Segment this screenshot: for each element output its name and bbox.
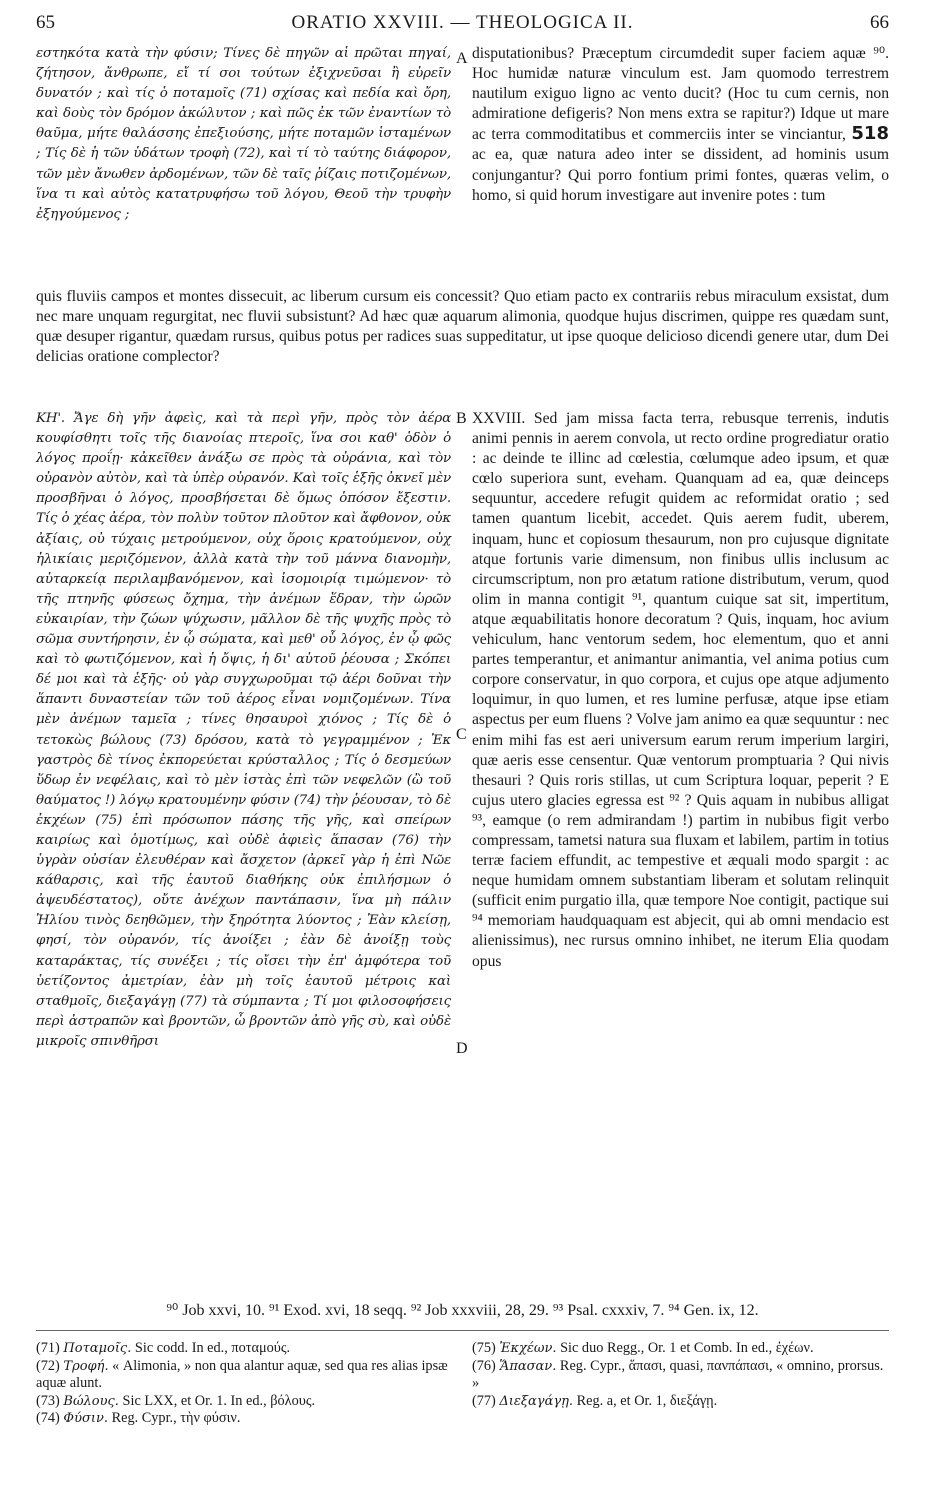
- footnote-rule: [36, 1330, 889, 1331]
- margin-marker-d: D: [456, 1040, 468, 1057]
- footnote: (71) Ποταμοῖς. Sic codd. In ed., ποταμούς.: [36, 1340, 291, 1356]
- full-width-latin: quis fluviis campos et montes dissecuit, ac liberum cursum eis concessit? Quo etiam pacto ex contrariis rebus miraculum exsistat, dum nec mare unquam regurgitat, nec fluvii subsistunt? Ad hæc quæ aquarum alimonia, quodque hujus discrimen, quippe res quædam sunt, quæ desuper rigantur, quædam rursus, quibus potus per radices suas suppeditatur, ut ipse quoque delicioso dicendi genere utar, dum Dei delicias oratione complector?: [36, 288, 889, 365]
- footnotes-right: [472, 1340, 889, 1410]
- latin-column-2: [472, 409, 889, 972]
- footnote: (76) Ἅπασαν. Reg. Cypr., ἅπασι, quasi, πανπάπασι, « omnino, prorsus. »: [472, 1357, 884, 1391]
- margin-marker-c: C: [456, 726, 467, 743]
- margin-marker-a: A: [456, 50, 468, 67]
- latin-text-1-before: disputationibus? Præceptum circumdedit super faciem aquæ ⁹⁰. Hoc humidæ naturæ vinculum est. Jam quomodo terrestrem nautilum exiguo ligno ac vento ducit? (Hoc tu cum cernis, non admiratione defigeris? Non mens extra se rapitur?) Idque ut mare ac terra commoditatibus et commerciis inter se vinciantur,: [472, 45, 889, 144]
- footnotes-left: [36, 1340, 456, 1428]
- footnote: (74) Φύσιν. Reg. Cypr., τὴν φύσιν.: [36, 1410, 241, 1426]
- greek-column-2: [36, 409, 451, 1052]
- margin-marker-b: B: [456, 410, 467, 427]
- footnote: (73) Βώλους. Sic LXX, et Or. 1. In ed., βόλους.: [36, 1392, 316, 1409]
- scripture-references: ⁹⁰ Job xxvi, 10. ⁹¹ Exod. xvi, 18 seqq. ⁹² Job xxxviii, 28, 29. ⁹³ Psal. cxxxiv, 7. ⁹⁴ Gen. ix, 12.: [166, 1302, 759, 1319]
- header-left-column-number: 65: [36, 12, 55, 33]
- greek-text-2: ΚΗ'. Ἄγε δὴ γῆν ἀφεὶς, καὶ τὰ περὶ γῆν, πρὸς τὸν ἀέρα κουφίσθητι τοῖς τῆς διανοίας πτεροῖς, ἵνα σοι καθ' ὁδὸν ὁ λόγος προΐῃ· κἀκεῖθεν ἀνάξω σε πρὸς τὰ οὐράνια, καὶ τὸν οὐρανὸν αὐτὸν, καὶ τὰ ὑπὲρ οὐρανόν. Καὶ τοῖς ἑξῆς ὀκνεῖ μὲν προσβῆναι ὁ λόγος, προσβήσεται δὲ ὅμως ὁπόσον ἔξεστιν. Τίς ὁ χέας ἀέρα, τὸν πολὺν τοῦτον πλοῦτον καὶ ἄφθονον, οὐκ ἀξίαις, οὐ τύχαις μετρούμενον, οὐχ ὅροις κρατούμενον, οὐχ ἡλικίαις μεριζόμενον, ἀλλὰ κατὰ τὴν τοῦ μάννα διανομὴν, αὐταρκείᾳ περιλαμβανόμενον, καὶ ἰσομοιρίᾳ τιμώμενον· τὸ τῆς πτηνῆς φύσεως ὄχημα, τὴν ἀνέμων ἕδραν, τὴν ὡρῶν εὐκαιρίαν, τὴν ζώων ψύχωσιν, μᾶλλον δὲ τῆς ψυχῆς πρὸς τὸ σῶμα συντήρησιν, ἐν ᾧ σώματα, καὶ μεθ' οὗ λόγος, ἐν ᾧ φῶς καὶ τὸ φωτιζόμενον, καὶ ἡ ὄψις, ἡ δι' αὐτοῦ ῥέουσα ; Σκόπει δέ μοι καὶ τὰ ἑξῆς· οὐ γὰρ συγχωροῦμαι τῷ ἀέρι δοῦναι τὴν ἅπαντι δυναστείαν τῶν τοῦ ἀέρος εἶναι νομιζομένων. Τίνα μὲν ἀνέμων ταμεῖα ; τίνες θησαυροὶ χιόνος ; Τίς δὲ ὁ τετοκὼς βώλους (73) δρόσου, κατὰ τὸ γεγραμμένον ; Ἐκ γαστρὸς δὲ τίνος ἐκπορεύεται κρύσταλλος ; Τίς ὁ δεσμεύων ὕδωρ ἐν νεφέλαις, καὶ τὸ μὲν ἱστὰς ἐπὶ τῶν νεφελῶν (ὢ τοῦ θαύματος !) λόγῳ κρατουμένην φύσιν (74) τὴν ῥέουσαν, τὸ δὲ ἐκχέων (75) ἐπὶ πρόσωπον πάσης τῆς γῆς, καὶ σπείρων καιρίως καὶ ὁμοτίμως, καὶ οὐδὲ ἀφιεὶς ἅπασαν (76) τὴν ὑγρὰν οὐσίαν ἐλευθέραν καὶ ἄσχετον (ἀρκεῖ γὰρ ἡ ἐπὶ Νῶε κάθαρσις, καὶ τῆς ἑαυτοῦ διαθήκης οὐκ ἐπιλήσμων ὁ ἀψευδέστατος), οὔτε ἀνέχων παντάπασιν, ἵνα μὴ πάλιν Ἠλίου τινὸς δεηθῶμεν, τὴν ξηρότητα λύοντος ; Ἐὰν κλείσῃ, φησί, τὸν οὐρανόν, τίς ἀνοίξει ; ἐὰν δὲ ἀνοίξῃ τοὺς καταράκτας, τίς συνέξει ; τίς οἴσει τὴν ἐπ' ἀμφότερα τοῦ ὑετίζοντος ἀμετρίαν, ἐὰν μὴ τοῖς ἑαυτοῦ μέτροις καὶ σταθμοῖς, διεξαγάγῃ (77) τὰ σύμπαντα ; Τί μοι φιλοσοφήσεις περὶ ἀστραπῶν καὶ βροντῶν, ὦ βροντῶν ἀπὸ γῆς σὺ, καὶ οὐδὲ μικροῖς σπινθῆρσι: [36, 411, 451, 1049]
- footnote: (72) Τροφή. « Alimonia, » non qua alantur aquæ, sed qua res alias ipsæ aquæ alunt.: [36, 1357, 448, 1391]
- footnote: (75) Ἐκχέων. Sic duo Regg., Or. 1 et Comb. In ed., ἐχέων.: [472, 1340, 814, 1356]
- greek-column-1: [36, 44, 451, 225]
- header-title: ORATIO XXVIII. — THEOLOGICA II.: [291, 12, 634, 33]
- latin-column-1: [472, 44, 889, 206]
- page-marker-518: 518: [851, 123, 889, 145]
- latin-text-1: [472, 44, 889, 206]
- latin-text-1-after: ac ea, quæ natura adeo inter se dissident, ad hominis usum conjungantur? Qui porro fontium primi fontes, quæras velim, o homo, si quid horum investigare aut invenire potes : tum: [472, 146, 889, 204]
- greek-text-1: εστηκότα κατὰ τὴν φύσιν; Τίνες δὲ πηγῶν αἱ πρῶται πηγαί, ζήτησον, ἄνθρωπε, εἴ τί σοι τούτων ἐξιχνεῦσαι ἢ εὑρεῖν δυνατόν ; καὶ τίς ὁ ποταμοῖς (71) σχίσας καὶ πεδία καὶ ὄρη, καὶ δοὺς τὸν δρόμον ἀκώλυτον ; καὶ πῶς ἐκ τῶν ἐναντίων τὸ θαῦμα, μήτε θαλάσσης ἐπεξιούσης, μήτε ποταμῶν ἱσταμένων ; Τίς δὲ ἡ τῶν ὑδάτων τροφὴ (72), καὶ τί τὸ ταύτης διάφορον, τῶν μὲν ἄνωθεν ἀρδομένων, τῶν δὲ ταῖς ῥίζαις ποτιζομένων, ἵνα τι καὶ αὐτὸς κατατρυφήσω τοῦ λόγου, Θεοῦ τὴν τρυφὴν ἐξηγούμενος ;: [36, 46, 451, 222]
- footnote: (77) Διεξαγάγῃ. Reg. a, et Or. 1, διεξάγῃ.: [472, 1392, 718, 1409]
- header-right-column-number: 66: [870, 12, 889, 33]
- latin-text-2: XXVIII. Sed jam missa facta terra, rebusque terrenis, indutis animi pennis in aerem convola, ut recto ordine progrediatur oratio : ac deinde te illinc ad cœlestia, cœlumque adeo ipsum, et quæ cœlo superiora sunt, eveham. Quanquam ad ea, quæ deinceps sequuntur, accedere refugit quidem ac reformidat oratio ; sed tamen quantum licebit, accedet. Quis aerem fudit, uberem, inquam, hunc et copiosum thesaurum, non pro cujusque dignitate atque fortunis varie dimensum, non finibus ullis inclusum ac circumscriptum, non pro ætatum ratione distributum, verum, quod olim in manna contigit ⁹¹, quantum cuique sat sit, impertitum, atque æquabilitatis honore decoratum ? Quis, inquam, hoc avium vehiculum, hanc ventorum sedem, hoc elementum, quo et anni partes temperantur, et animantur animantia, vel anima potius cum corpore conservatur, in quo corpora, et cujus ope atque adjumento loquimur, in quo lumen, et res lumine perfusæ, atque ipse etiam aspectus per eum fluens ? Volve jam animo ea quæ sequuntur : nec enim mihi fas est aeri universum earum rerum imperium largiri, quæ aeris esse censentur. Quæ ventorum promptuaria ? Qui nivis thesauri ? Quis roris stillas, ut cum Scriptura loquar, peperit ? E cujus utero glacies egressa est ⁹² ? Quis aquam in nubibus alligat ⁹³, eamque (o rem admirandam !) partim in nubibus figit verbo compressam, tametsi natura sua fluxam et labilem, partim in totius terræ faciem effundit, ac tempestive et æquali modo spargit : ac neque humidam omnem substantiam liberam et solutam relinquit (sufficit enim purgatio illa, quæ tempore Noe contigit, pactique sui ⁹⁴ memoriam haudquaquam est abjecit, qui ab omni mendacio est alienissimus), nec rursus omnino inhibet, ne iterum Elia quodam opus: [472, 410, 889, 970]
- running-header: [36, 12, 889, 42]
